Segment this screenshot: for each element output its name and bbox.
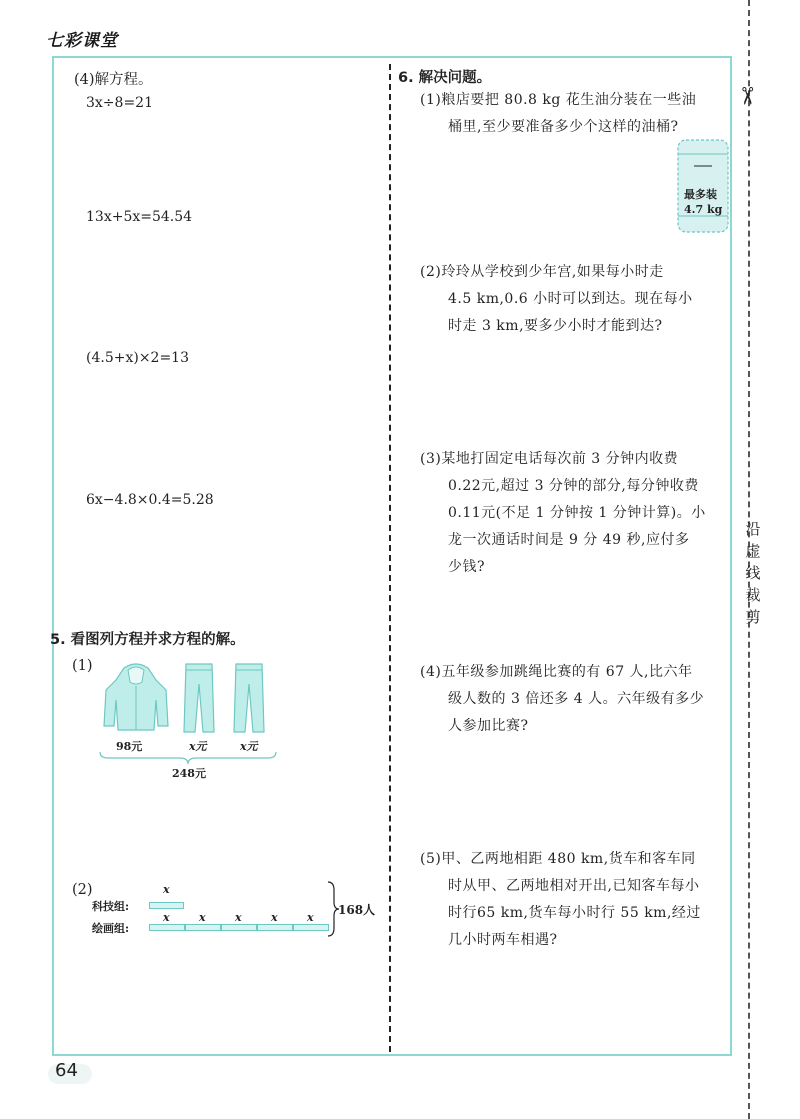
price-pants-2: x元: [240, 740, 258, 753]
total-price: 248元: [172, 767, 206, 780]
equation-4: 6x−4.8×0.4=5.28: [86, 492, 214, 508]
segment-x: x: [199, 911, 206, 924]
cut-instruction: 沿 虚 线 裁 剪: [745, 520, 761, 626]
price-jacket: 98元: [116, 740, 143, 753]
bar-segment: [221, 924, 257, 931]
problem-5: (5)甲、乙两地相距 480 km,货车和客车同 时从甲、乙两地相对开出,已知客车每小 时行65 km,货车每小时行 55 km,经过 几小时两车相遇?: [420, 851, 701, 948]
scissors-icon: ✂: [733, 85, 762, 107]
jacket-icon: [104, 664, 168, 730]
segment-x: x: [271, 911, 278, 924]
q5-title: 5. 看图列方程并求方程的解。: [50, 632, 245, 648]
bar-segment: [185, 924, 221, 931]
pants-icon: [234, 664, 264, 732]
row-label-tech: 科技组:: [92, 900, 130, 913]
equation-2: 13x+5x=54.54: [86, 209, 193, 225]
segment-x: x: [163, 883, 170, 896]
bar-segment: [293, 924, 329, 931]
brand-logo: 七彩课堂: [46, 31, 118, 51]
total-brace: [98, 750, 278, 766]
bar-segment: [149, 902, 184, 909]
q6-title: 6. 解决问题。: [398, 70, 492, 86]
drum-capacity-value: 4.7 kg: [684, 203, 723, 216]
drum-capacity-label: 最多装: [684, 188, 717, 201]
q5-1-label: (1): [72, 658, 93, 674]
q4-title: (4)解方程。: [74, 72, 153, 88]
pants-icon: [184, 664, 214, 732]
price-pants-1: x元: [189, 740, 207, 753]
problem-1: (1)粮店要把 80.8 kg 花生油分装在一些油 桶里,至少要准备多少个这样的油桶?: [420, 92, 697, 135]
row-label-art: 绘画组:: [92, 922, 130, 935]
segment-x: x: [307, 911, 314, 924]
clothes-illustration: [96, 660, 276, 740]
problem-3: (3)某地打固定电话每次前 3 分钟内收费 0.22元,超过 3 分钟的部分,每分钟收费 0.11元(不足 1 分钟按 1 分钟计算)。小 龙一次通话时间是 9 分 49 秒,应付多 少钱?: [420, 451, 706, 575]
segment-x: x: [235, 911, 242, 924]
problem-2: (2)玲玲从学校到少年宫,如果每小时走 4.5 km,0.6 小时可以到达。现在每小 时走 3 km,要多少小时才能到达?: [420, 264, 693, 334]
bar-segment: [149, 924, 185, 931]
page-number: 64: [55, 1060, 78, 1081]
equation-1: 3x÷8=21: [86, 95, 153, 111]
bar-segment: [257, 924, 293, 931]
total-people: 168人: [338, 903, 376, 917]
q5-2-label: (2): [72, 882, 93, 898]
equation-3: (4.5+x)×2=13: [86, 350, 189, 366]
problem-4: (4)五年级参加跳绳比赛的有 67 人,比六年 级人数的 3 倍还多 4 人。六年级有多少 人参加比赛?: [420, 664, 705, 734]
column-divider: [389, 64, 391, 1052]
segment-x: x: [163, 911, 170, 924]
